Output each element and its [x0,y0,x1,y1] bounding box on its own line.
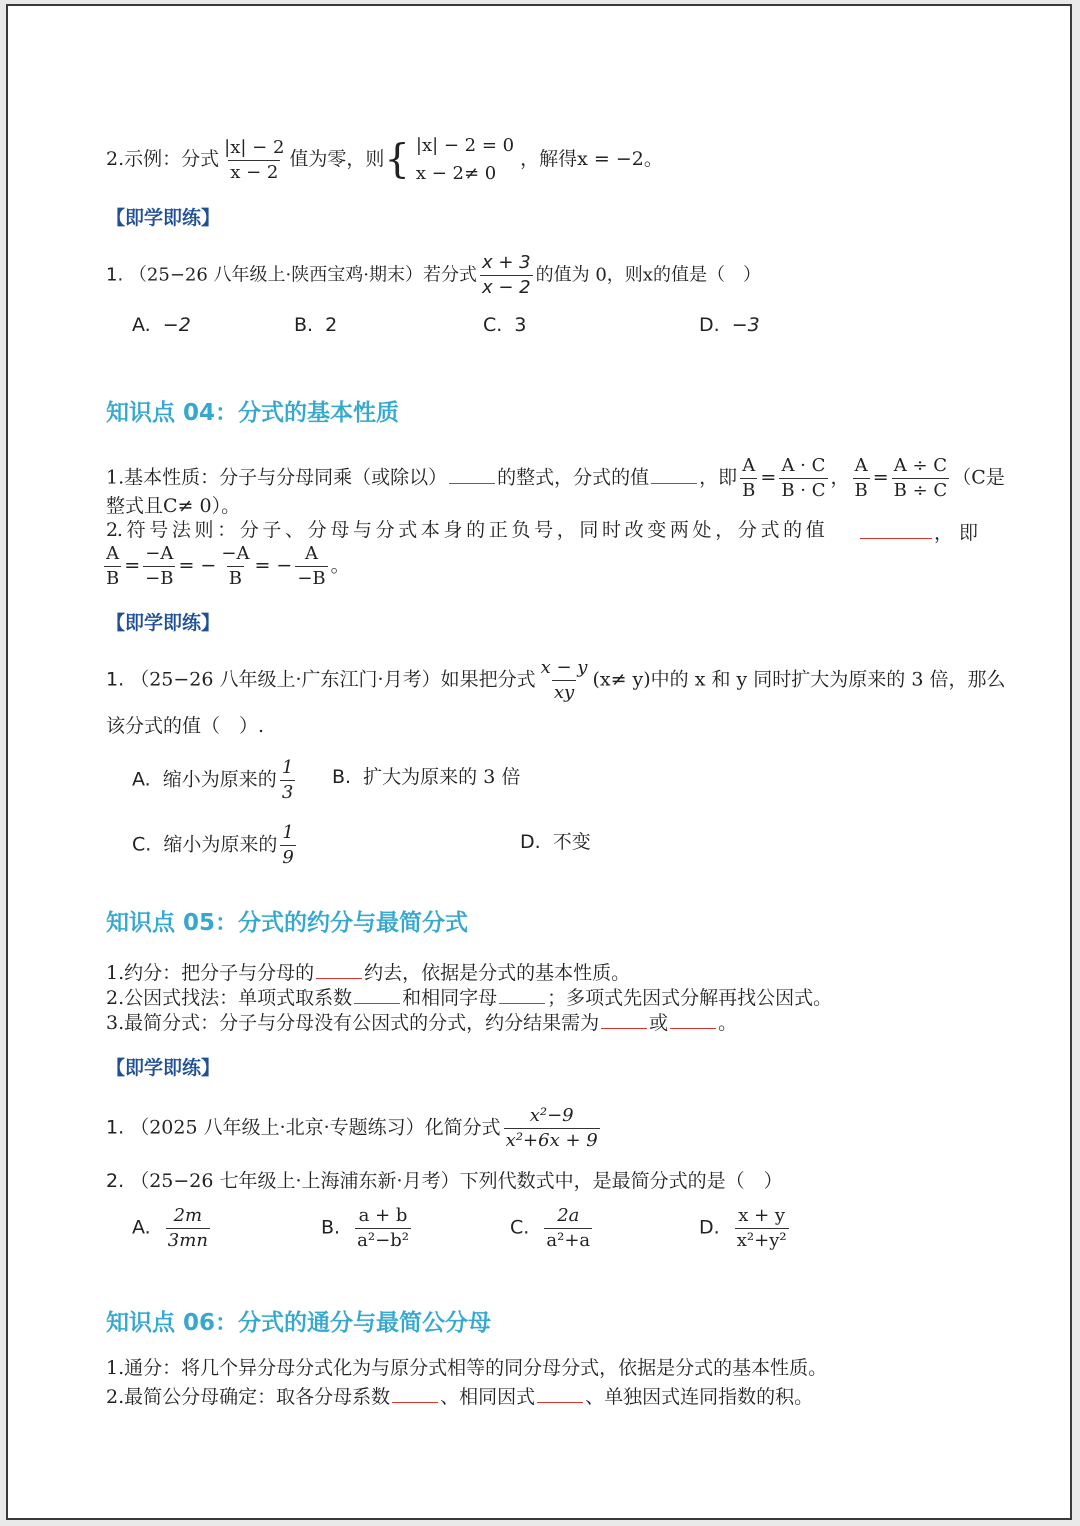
fraction-numerator: A [305,543,318,564]
option-fraction [280,821,295,870]
fraction-numerator: x²−9 [529,1105,574,1126]
fraction-numerator: −A [145,543,174,564]
option-fraction [735,1204,789,1253]
fraction-numerator: A · C [781,455,826,476]
question-text: （2025 八年级上·北京·专题练习）化简分式 [130,1116,501,1139]
k04-line-2: 整式且C≠ 0）。 [106,495,241,517]
brace-symbol: { [384,136,410,183]
option-a[interactable] [132,1204,213,1253]
option-d[interactable] [699,314,760,336]
option-a[interactable] [132,314,191,336]
practice-tag: 【即学即练】 [106,1057,221,1079]
example-suffix: ，解得x = −2。 [520,148,663,170]
option-label: B. [332,766,352,788]
text: 、相同因式 [440,1386,536,1408]
section-heading-06: 知识点 06：分式的通分与最简公分母 [106,1310,492,1336]
fraction-numerator: A ÷ C [893,455,948,476]
fraction-numerator: 2a [557,1205,580,1226]
example-line [106,132,978,188]
fraction-numerator: A [742,455,756,476]
text: 2.最简公分母确定：取各分母系数 [106,1386,391,1408]
text: （C是 [952,466,1005,489]
fraction-denominator: 3 [281,782,294,803]
equals-sign: = [124,554,141,577]
k04-line-4 [104,542,978,591]
option-text: 缩小为原来的 [163,833,278,856]
system-line-1: |x| − 2 = 0 [415,135,515,156]
fraction-denominator: −B [145,568,174,589]
practice-tag: 【即学即练】 [106,612,221,634]
question-text: （25−26 八年级上·陕西宝鸡·期末）若分式 [128,264,477,286]
option-c[interactable] [132,821,299,870]
fraction-denominator: 3mn [167,1230,208,1251]
fraction [104,542,121,591]
option-text: 不变 [552,831,591,853]
fraction-denominator: x − 2 [230,161,279,183]
option-b[interactable] [294,314,337,336]
fill-blank[interactable] [537,1382,583,1403]
option-b[interactable] [321,1204,414,1253]
equals-sign: = [872,466,889,489]
fraction-numerator: 2m [173,1205,203,1226]
question-3 [106,1104,978,1153]
section-heading-05: 知识点 05：分式的约分与最简分式 [106,910,469,936]
text: ；多项式先因式分解再找公因式。 [547,987,833,1009]
period: 。 [330,554,350,577]
question-text: （25−26 七年级上·上海浦东新·月考）下列代数式中，是最简分式的是（ ） [130,1170,783,1192]
question-number: 1. [106,668,125,691]
question-fraction [504,1104,600,1153]
worksheet-page [6,4,1072,1520]
text: ，即 [699,466,738,489]
text: 1.约分：把分子与分母的 [106,962,315,984]
comma: ， [830,466,850,489]
option-label: D. [699,1216,720,1239]
text: ， 即 [933,522,978,544]
text: 。 [718,1012,738,1034]
fraction-numerator: |x| − 2 [224,136,285,158]
text: 2.公因式找法：单项式取系数 [106,987,353,1009]
option-text: −3 [731,314,760,336]
fraction-denominator: a²−b² [357,1230,409,1251]
fraction-denominator: B ÷ C [893,480,948,501]
fraction-numerator: A [854,455,868,476]
fraction-denominator: B [854,480,868,501]
fill-blank[interactable] [601,1008,647,1029]
equals-minus: = − [254,554,293,577]
fraction-denominator: x²+6x + 9 [505,1130,598,1151]
option-d[interactable] [699,1204,792,1253]
fraction-denominator: xy [553,682,575,703]
fraction-numerator: x + 3 [481,252,531,273]
system-line-2: x − 2≠ 0 [415,163,497,184]
option-b[interactable] [332,762,520,789]
option-label: C. [483,314,503,336]
question-number: 1. [106,264,124,286]
option-d[interactable] [520,827,591,854]
option-label: D. [520,831,541,853]
equals-minus: = − [178,554,217,577]
option-a[interactable] [132,756,298,805]
option-fraction [355,1204,411,1253]
question-4 [106,1169,978,1194]
fraction-denominator: B [742,480,756,501]
fraction [219,542,251,591]
k05-line-1 [106,958,978,986]
fraction-numerator: −A [221,543,250,564]
question-condition: (x≠ y)中的 x 和 y 同时扩大为原来的 3 倍，那么 [592,668,1006,691]
option-label: D. [699,314,720,336]
fraction-denominator: B [106,568,120,589]
question-tail: 的值为 0，则x的值是（ ） [535,264,761,286]
equation-system [416,132,514,188]
text: 的整式，分式的值 [497,466,650,489]
fill-blank[interactable] [392,1382,438,1403]
option-label: A. [132,314,151,336]
fill-blank[interactable] [449,463,495,484]
k05-line-3 [106,1008,978,1036]
fraction-denominator: −B [297,568,326,589]
option-text: 3 [514,314,527,336]
option-label: C. [132,833,152,856]
fraction-numerator: 1 [281,757,294,778]
question-2-line-2: 该分式的值（ ）. [106,715,265,737]
option-fraction [544,1204,592,1253]
option-label: B. [294,314,314,336]
option-label: A. [132,768,151,791]
question-text: （25−26 八年级上·广东江门·月考）如果把分式 [130,668,536,691]
text: 约去，依据是分式的基本性质。 [364,962,631,984]
example-prefix: 2.示例：分式 [106,148,220,170]
option-label: A. [132,1216,151,1239]
text: 1.基本性质：分子与分母同乘（或除以） [106,466,448,489]
fraction-denominator: x²+y² [736,1230,787,1251]
question-2 [106,656,1006,705]
example-fraction [222,136,286,185]
option-c[interactable] [510,1204,595,1253]
fraction-numerator: A [106,543,120,564]
fill-blank[interactable] [860,518,932,539]
question-number: 1. [106,1116,125,1139]
fraction [143,542,175,591]
equals-sign: = [760,466,777,489]
fraction-denominator: 9 [282,847,294,868]
text: 、单独因式连同指数的积。 [585,1386,814,1408]
text: 3.最简分式：分子与分母没有公因式的分式，约分结果需为 [106,1012,600,1034]
option-fraction [280,756,295,805]
section-heading-04: 知识点 04：分式的基本性质 [106,400,400,426]
fill-blank[interactable] [316,958,362,979]
practice-tag: 【即学即练】 [106,207,221,229]
question-fraction [480,251,533,300]
option-text: 扩大为原来的 3 倍 [363,766,521,788]
fraction-denominator: a²+a [546,1230,591,1251]
fraction-numerator: x − y [540,657,588,678]
fill-blank[interactable] [670,1008,716,1029]
text: 或 [649,1012,669,1034]
fraction-denominator: x − 2 [481,277,531,298]
fill-blank[interactable] [651,463,697,484]
fraction-denominator: B · C [781,480,826,501]
text: 和相同字母 [402,987,498,1009]
option-fraction [166,1204,210,1253]
option-text: 2 [325,314,338,336]
fraction [295,542,327,591]
fraction-denominator: B [228,568,243,589]
fraction-numerator: x + y [738,1205,786,1226]
k06-line-2 [106,1382,978,1410]
example-mid: 值为零，则 [289,148,385,170]
option-text: −2 [162,314,191,336]
option-label: B. [321,1216,341,1239]
fraction-numerator: a + b [358,1205,408,1226]
option-c[interactable] [483,314,527,336]
question-number: 2. [106,1170,125,1192]
text: 2. 符 号 法 则 ： 分 子 、 分 母 与 分 式 本 身 的 正 负 号 ， 同 时 改 变 两 处 ， 分 式 的 值 [106,519,824,541]
question-fraction [539,656,590,705]
option-label: C. [510,1216,530,1239]
fill-blank[interactable] [354,983,400,1004]
fraction-numerator: 1 [282,822,294,843]
question-1 [106,251,978,300]
k06-line-1: 1.通分：将几个异分母分式化为与原分式相等的同分母分式，依据是分式的基本性质。 [106,1357,828,1379]
k05-line-2 [106,983,978,1011]
option-text: 缩小为原来的 [162,768,277,791]
fill-blank[interactable] [499,983,545,1004]
